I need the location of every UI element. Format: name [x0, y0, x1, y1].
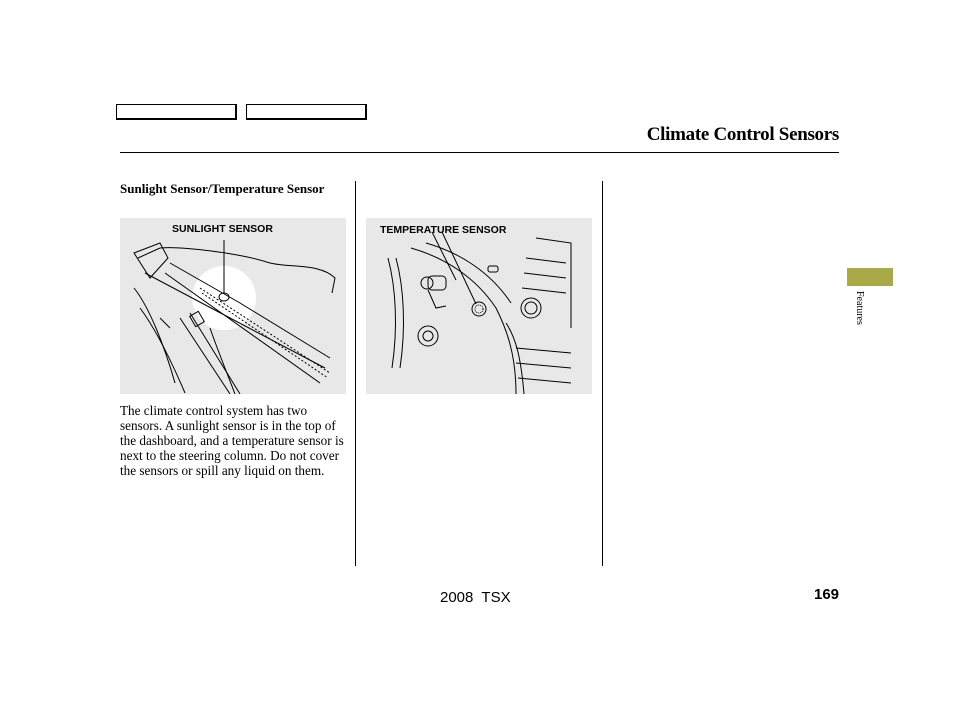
section-tab[interactable]: [847, 268, 893, 286]
temperature-sensor-illustration: [366, 218, 592, 394]
temperature-sensor-label: TEMPERATURE SENSOR: [380, 224, 507, 236]
section-heading: Sunlight Sensor/Temperature Sensor: [120, 181, 325, 196]
section-body: The climate control system has two sensors. A sunlight sensor is in the top of the dashboard, and a temperature sensor is next to the steering column. Do not cover the sensors or spill any liquid on them.: [120, 403, 344, 478]
page-number: 169: [814, 586, 840, 603]
temperature-sensor-figure: [366, 218, 592, 394]
page-title: Climate Control Sensors: [646, 124, 839, 145]
title-divider: [120, 152, 839, 153]
section-tab-label: Features: [854, 291, 865, 325]
sunlight-sensor-illustration: [120, 218, 346, 394]
nav-button-next[interactable]: [246, 104, 367, 120]
column-divider-right: [602, 181, 603, 566]
nav-button-previous[interactable]: [116, 104, 237, 120]
sunlight-sensor-figure: [120, 218, 346, 394]
sunlight-sensor-label: SUNLIGHT SENSOR: [172, 223, 273, 235]
footer-model: 2008 TSX: [440, 589, 511, 606]
column-divider-left: [355, 181, 356, 566]
